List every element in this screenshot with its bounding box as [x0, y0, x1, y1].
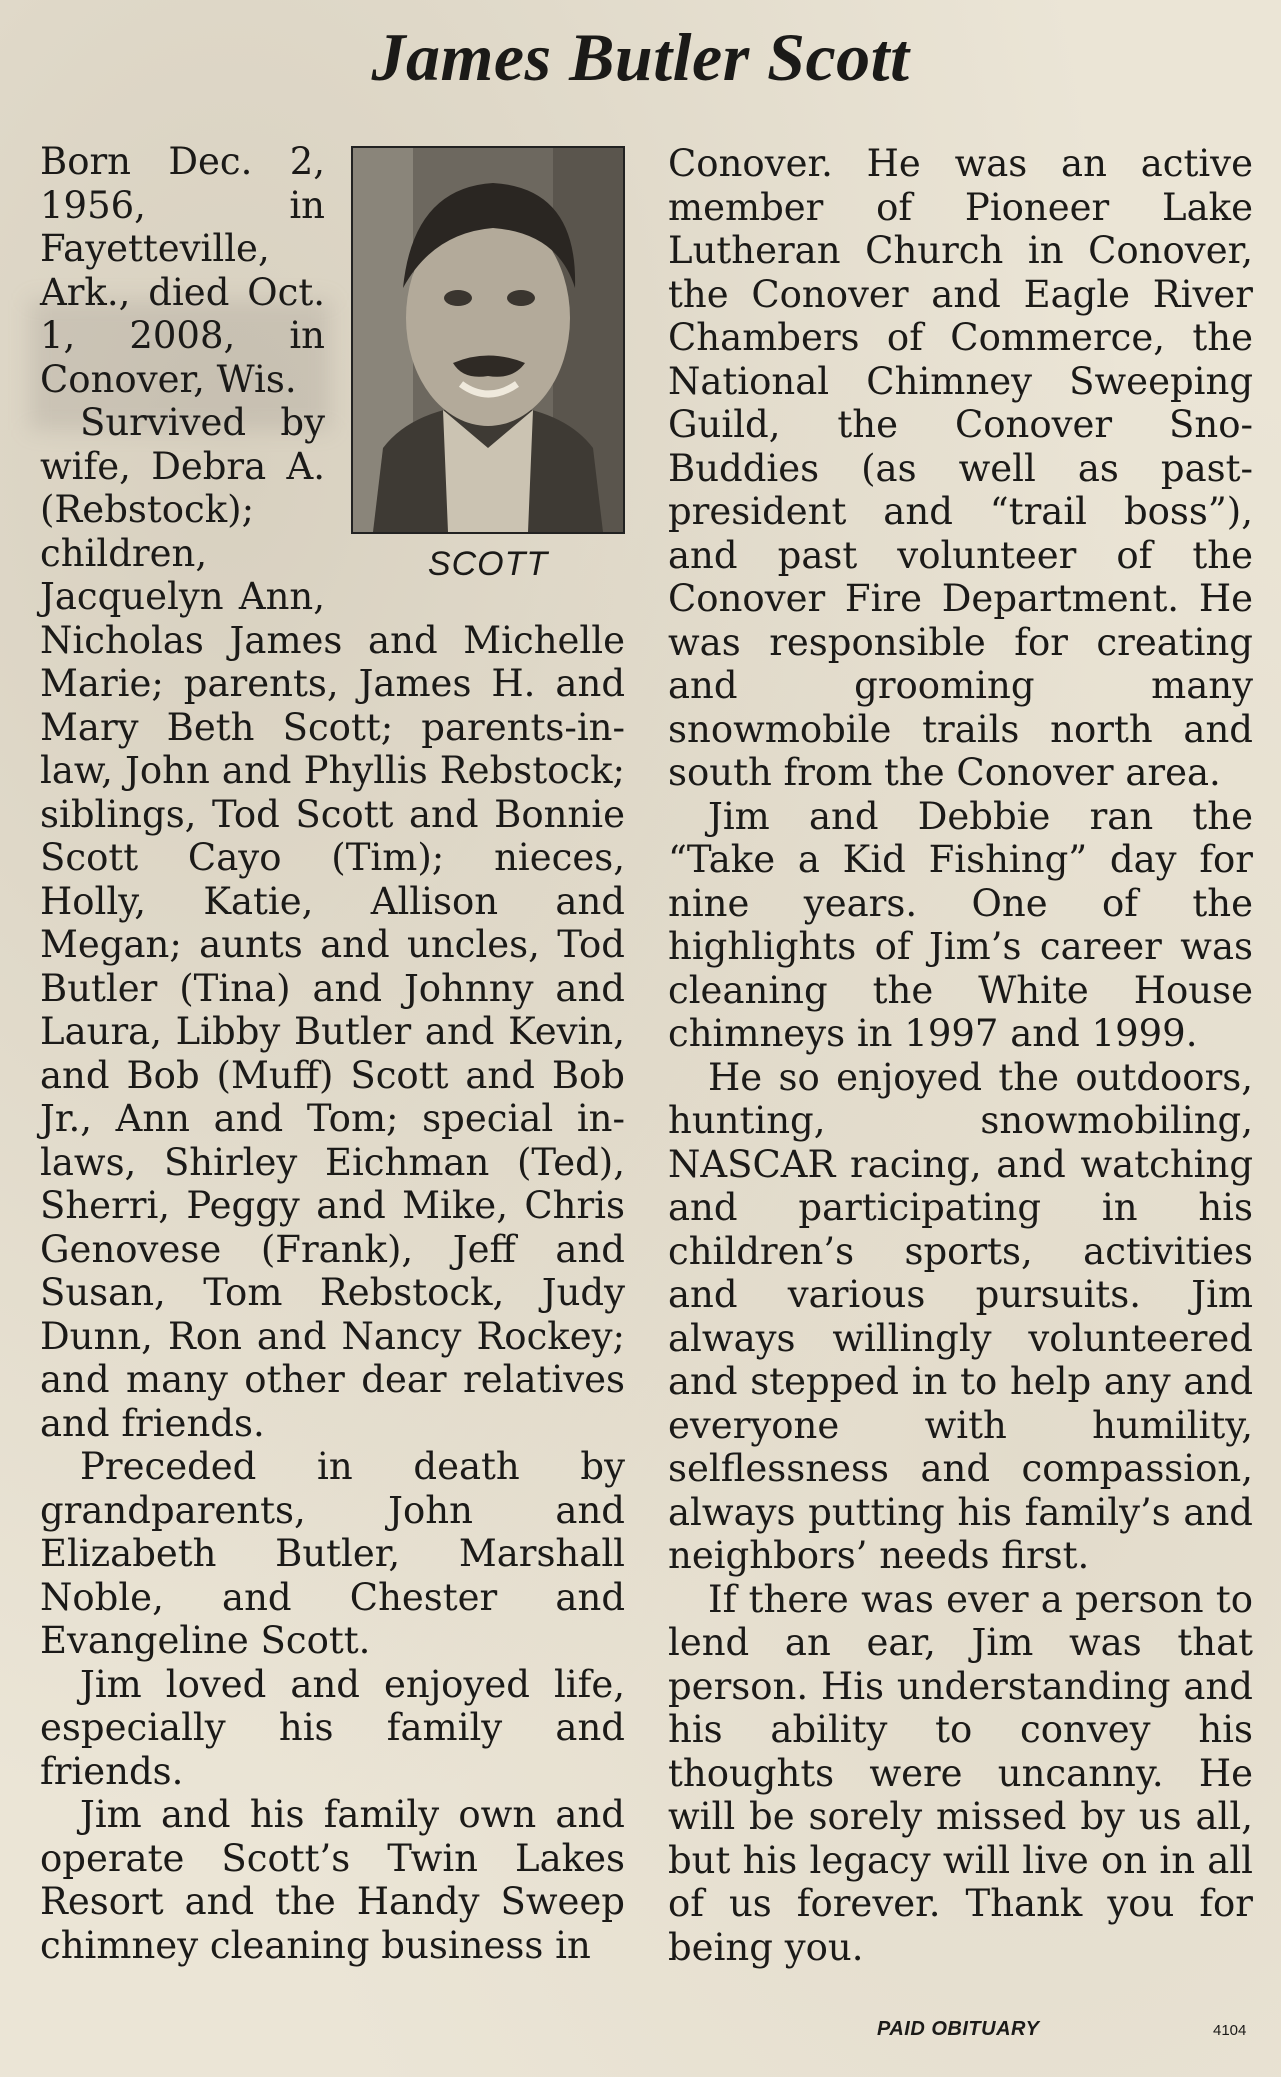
- paid-obituary-label: PAID OBITUARY: [877, 2018, 1040, 2040]
- paragraph-survived-by: Survived by wife, Debra A. (Rebstock); children, Jacquelyn Ann, Nicholas James and Michelle Marie; parents, James H. and Mary Beth Scott; parents-in-law, John and Phyllis Rebstock; siblings, Tod Scott and Bonnie Scott Cayo (Tim); nieces, Holly, Katie, Allison and Megan; aunts and uncles, Tod Butler (Tina) and Johnny and Laura, Libby Butler and Kevin, and Bob (Muff) Scott and Bob Jr., Ann and Tom; special in-laws, Shirley Eichman (Ted), Sherri, Peggy and Mike, Chris Genovese (Frank), Jeff and Susan, Tom Rebstock, Judy Dunn, Ron and Nancy Rockey; and many other dear relatives and friends.: [40, 401, 625, 1445]
- portrait-image: [353, 148, 623, 532]
- photo-caption: SCOTT: [427, 545, 549, 583]
- portrait-block: [351, 146, 625, 586]
- paragraph-fishing-day: Jim and Debbie ran the “Take a Kid Fishing” day for nine years. One of the highlights of Jim’s career was cleaning the White House chimneys in 1997 and 1999.: [668, 794, 1253, 1055]
- paragraph-birth-death: Born Dec. 2, 1956, in Fayetteville, Ark., died Oct. 1, 2008, in Conover, Wis.: [40, 140, 325, 401]
- obituary-title: James Butler Scott: [371, 19, 910, 95]
- paragraph-outdoors: He so enjoyed the outdoors, hunting, snowmobiling, NASCAR racing, and watching and participating in his children’s sports, activities and various pursuits. Jim always willingly volunteered and stepped in to help any and everyone with humility, selflessness and compassion, always putting his family’s and neighbors’ needs first.: [668, 1055, 1253, 1577]
- paragraph-loved-life: Jim loved and enjoyed life, especially his family and friends.: [40, 1662, 625, 1793]
- portrait-photo: [351, 146, 625, 534]
- paragraph-memberships: Conover. He was an active member of Pioneer Lake Lutheran Church in Conover, the Conover and Eagle River Chambers of Commerce, the National Chimney Sweeping Guild, the Conover Sno-Buddies (as well as past-president and “trail boss”), and past volunteer of the Conover Fire Department. He was responsible for creating and grooming many snowmobile trails north and south from the Conover area.: [668, 142, 1253, 794]
- ad-code: 4104: [1213, 2022, 1247, 2039]
- text-column-left: [40, 140, 625, 1967]
- text-column-right: [668, 142, 1253, 1969]
- paragraph-legacy: If there was ever a person to lend an ear, Jim was that person. His understanding and his ability to convey his thoughts were uncanny. He will be sorely missed by us all, but his legacy will live on in all of us forever. Thank you for being you.: [668, 1577, 1253, 1969]
- paragraph-business: Jim and his family own and operate Scott’s Twin Lakes Resort and the Handy Sweep chimney cleaning business in: [40, 1793, 625, 1967]
- paragraph-preceded-by: Preceded in death by grandparents, John and Elizabeth Butler, Marshall Noble, and Chester and Evangeline Scott.: [40, 1445, 625, 1662]
